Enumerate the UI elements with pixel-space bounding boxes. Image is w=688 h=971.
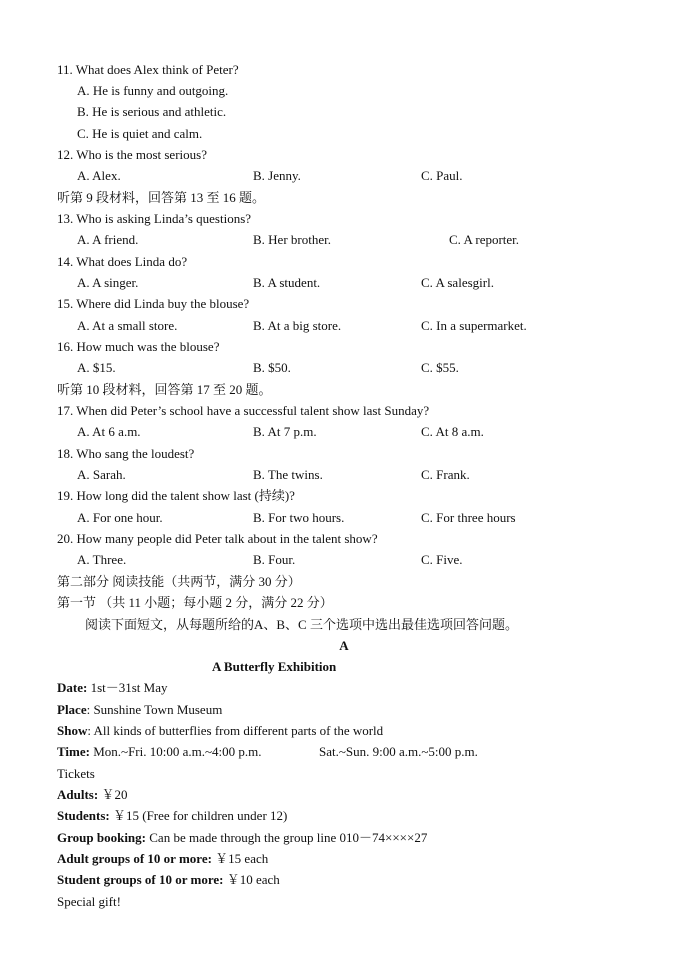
place-value: : Sunshine Town Museum bbox=[86, 702, 223, 717]
question-stem: 15. Where did Linda buy the blouse? bbox=[57, 296, 250, 311]
option-row bbox=[0, 464, 688, 485]
option-a[interactable]: A. Three. bbox=[77, 552, 127, 567]
option-b[interactable]: B. $50. bbox=[253, 360, 291, 375]
adult-groups-value: ￥15 each bbox=[211, 851, 269, 866]
question-12 bbox=[0, 144, 688, 165]
question-17 bbox=[0, 400, 688, 421]
option-c[interactable]: C. For three hours bbox=[421, 510, 516, 525]
option-row bbox=[0, 80, 688, 101]
option-a[interactable]: A. Alex. bbox=[77, 168, 121, 183]
time-label: Time: bbox=[57, 744, 90, 759]
section-one-title: 第一节 （共 11 小题；每小题 2 分，满分 22 分） bbox=[57, 595, 333, 610]
adults-value: ￥20 bbox=[98, 787, 128, 802]
option-c[interactable]: C. He is quiet and calm. bbox=[77, 126, 203, 141]
part-heading bbox=[0, 571, 688, 592]
option-b[interactable]: B. Jenny. bbox=[253, 168, 301, 183]
part-two-title: 第二部分 阅读技能（共两节，满分 30 分） bbox=[57, 574, 301, 589]
question-stem: 17. When did Peter’s school have a successful talent show last Sunday? bbox=[57, 403, 430, 418]
show-value: : All kinds of butterflies from different parts of the world bbox=[87, 723, 384, 738]
option-c[interactable]: C. Paul. bbox=[421, 168, 463, 183]
option-c[interactable]: C. At 8 a.m. bbox=[421, 424, 484, 439]
option-b[interactable]: B. He is serious and athletic. bbox=[77, 104, 227, 119]
date-value: 1st－31st May bbox=[87, 680, 168, 695]
option-c[interactable]: C. A salesgirl. bbox=[421, 275, 494, 290]
question-19 bbox=[0, 485, 688, 506]
section-instruction-9 bbox=[0, 187, 688, 208]
notice-place bbox=[0, 699, 688, 720]
adults-label: Adults: bbox=[57, 787, 99, 802]
option-a[interactable]: A. At a small store. bbox=[77, 318, 178, 333]
question-13 bbox=[0, 208, 688, 229]
question-16 bbox=[0, 336, 688, 357]
place-label: Place bbox=[57, 702, 87, 717]
option-a[interactable]: A. Sarah. bbox=[77, 467, 126, 482]
option-b[interactable]: B. At a big store. bbox=[253, 318, 342, 333]
notice-date bbox=[0, 677, 688, 698]
option-b[interactable]: B. Four. bbox=[253, 552, 296, 567]
option-row bbox=[0, 549, 688, 570]
option-b[interactable]: B. For two hours. bbox=[253, 510, 345, 525]
group-label: Group booking: bbox=[57, 830, 146, 845]
option-a[interactable]: A. For one hour. bbox=[77, 510, 163, 525]
notice-group-booking bbox=[0, 827, 688, 848]
option-c[interactable]: C. Five. bbox=[421, 552, 463, 567]
question-stem: 13. Who is asking Linda’s questions? bbox=[57, 211, 252, 226]
tickets-heading: Tickets bbox=[57, 766, 95, 781]
question-stem: 19. How long did the talent show last (持续)? bbox=[57, 488, 295, 503]
question-stem: 18. Who sang the loudest? bbox=[57, 446, 195, 461]
option-row bbox=[0, 421, 688, 442]
time-weekend: Sat.~Sun. 9:00 a.m.~5:00 p.m. bbox=[319, 744, 478, 759]
question-15 bbox=[0, 293, 688, 314]
option-a[interactable]: A. $15. bbox=[77, 360, 116, 375]
option-a[interactable]: A. A friend. bbox=[77, 232, 139, 247]
option-row bbox=[0, 357, 688, 378]
option-row bbox=[0, 507, 688, 528]
notice-students bbox=[0, 805, 688, 826]
show-label: Show bbox=[57, 723, 88, 738]
question-20 bbox=[0, 528, 688, 549]
option-a[interactable]: A. A singer. bbox=[77, 275, 139, 290]
notice-time bbox=[0, 741, 688, 762]
section-heading bbox=[0, 592, 688, 613]
notice-student-groups bbox=[0, 869, 688, 890]
notice-adult-groups bbox=[0, 848, 688, 869]
option-b[interactable]: B. The twins. bbox=[253, 467, 323, 482]
option-c[interactable]: C. $55. bbox=[421, 360, 459, 375]
notice-adults bbox=[0, 784, 688, 805]
question-18 bbox=[0, 443, 688, 464]
students-label: Students: bbox=[57, 808, 110, 823]
time-weekday: Mon.~Fri. 10:00 a.m.~4:00 p.m. bbox=[89, 744, 262, 759]
adult-groups-label: Adult groups of 10 or more: bbox=[57, 851, 212, 866]
passage-letter: A bbox=[339, 638, 349, 653]
option-b[interactable]: B. Her brother. bbox=[253, 232, 331, 247]
student-groups-value: ￥10 each bbox=[223, 872, 280, 887]
option-a[interactable]: A. He is funny and outgoing. bbox=[77, 83, 229, 98]
question-stem: 12. Who is the most serious? bbox=[57, 147, 207, 162]
date-label: Date: bbox=[57, 680, 88, 695]
notice-show bbox=[0, 720, 688, 741]
passage-letter-row bbox=[0, 635, 688, 656]
students-value: ￥15 (Free for children under 12) bbox=[109, 808, 288, 823]
question-stem: 11. What does Alex think of Peter? bbox=[57, 62, 239, 77]
option-row bbox=[0, 123, 688, 144]
passage-title-row bbox=[0, 656, 688, 677]
option-row bbox=[0, 272, 688, 293]
passage-title: A Butterfly Exhibition bbox=[212, 659, 337, 674]
instruction-text: 阅读下面短文，从每题所给的A、B、C 三个选项中选出最佳选项回答问题。 bbox=[85, 617, 518, 632]
notice-gift bbox=[0, 891, 688, 912]
option-c[interactable]: C. In a supermarket. bbox=[421, 318, 527, 333]
option-c[interactable]: C. A reporter. bbox=[449, 232, 520, 247]
group-value: Can be made through the group line 010－74××××27 bbox=[146, 830, 428, 845]
option-a[interactable]: A. At 6 a.m. bbox=[77, 424, 141, 439]
option-row bbox=[0, 101, 688, 122]
reading-instruction bbox=[0, 614, 688, 635]
option-row bbox=[0, 165, 688, 186]
option-b[interactable]: B. At 7 p.m. bbox=[253, 424, 317, 439]
student-groups-label: Student groups of 10 or more: bbox=[57, 872, 224, 887]
instruction-text: 听第 10 段材料，回答第 17 至 20 题。 bbox=[57, 382, 272, 397]
special-gift-heading: Special gift! bbox=[57, 894, 121, 909]
option-row bbox=[0, 229, 688, 250]
question-11 bbox=[0, 59, 688, 80]
option-b[interactable]: B. A student. bbox=[253, 275, 321, 290]
question-stem: 16. How much was the blouse? bbox=[57, 339, 220, 354]
question-14 bbox=[0, 251, 688, 272]
section-instruction-10 bbox=[0, 379, 688, 400]
option-row bbox=[0, 315, 688, 336]
notice-tickets bbox=[0, 763, 688, 784]
instruction-text: 听第 9 段材料，回答第 13 至 16 题。 bbox=[57, 190, 266, 205]
question-stem: 20. How many people did Peter talk about in the talent show? bbox=[57, 531, 378, 546]
question-stem: 14. What does Linda do? bbox=[57, 254, 188, 269]
option-c[interactable]: C. Frank. bbox=[421, 467, 470, 482]
